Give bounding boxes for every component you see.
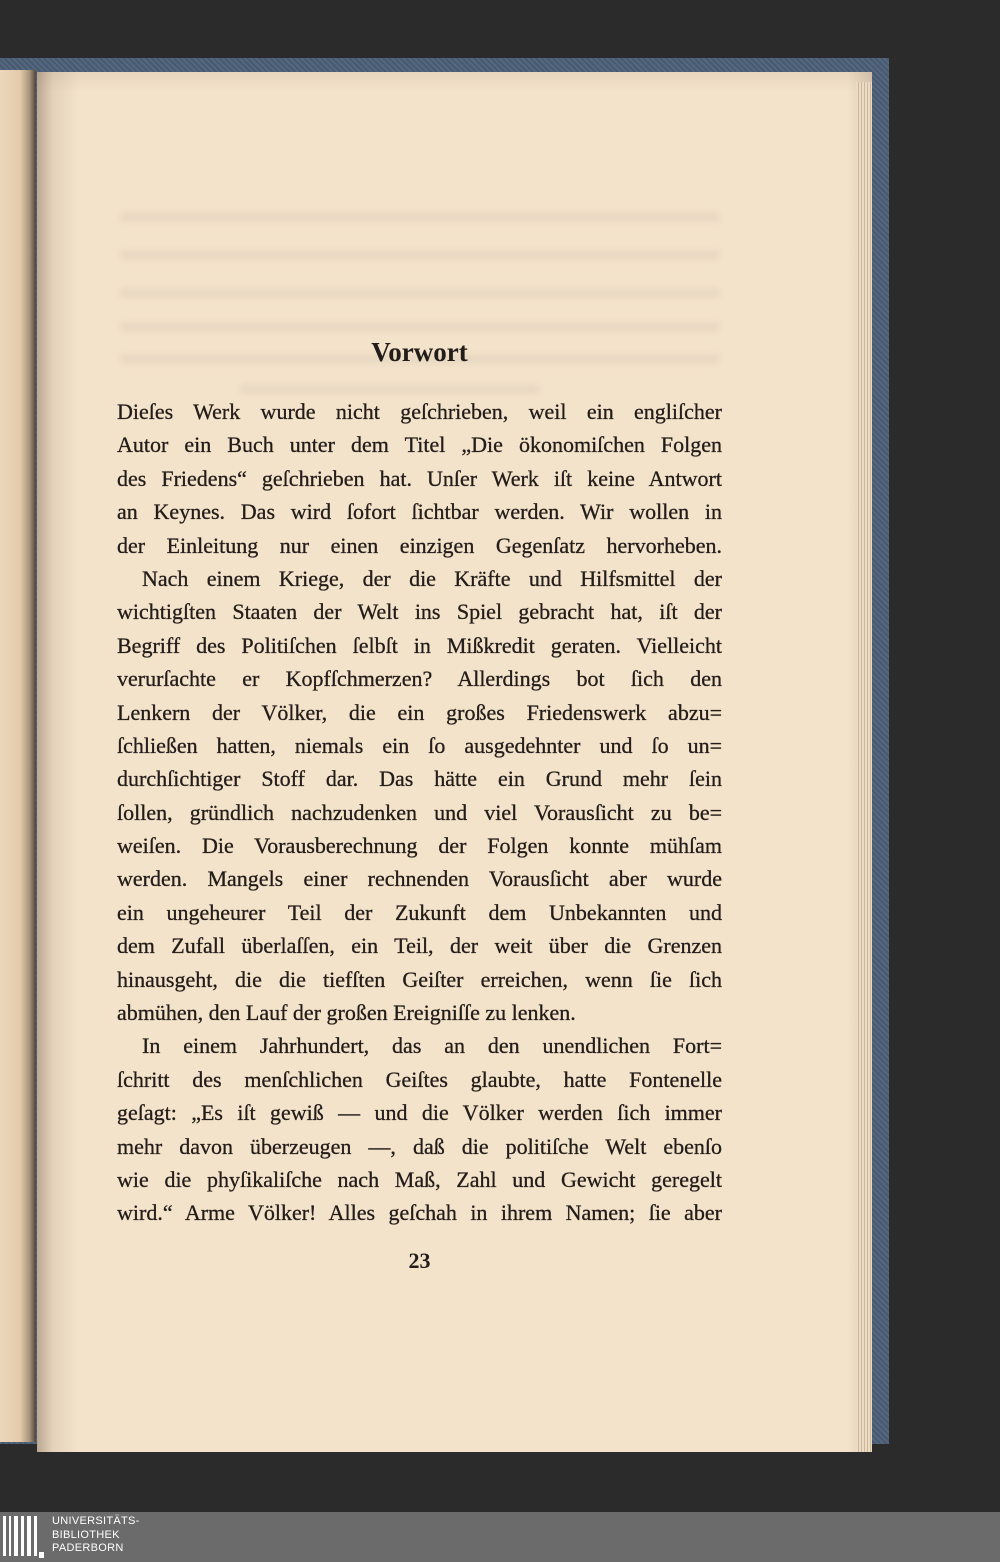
page-number: 23 [408, 1248, 431, 1273]
text-line: wie die phyſikaliſche nach Maß, Zahl und Gewicht geregelt [117, 1166, 722, 1192]
text-line: Nach einem Kriege, der die Kräfte und Hilfsmittel der [142, 565, 722, 591]
text-line: geſagt: „Es iſt gewiß — und die Völker werden ſich immer [117, 1100, 722, 1126]
library-barcode-logo-icon [3, 1516, 45, 1560]
text-line: der Einleitung nur einen einzigen Gegenſatz hervorheben. [117, 532, 722, 558]
library-name [52, 1515, 140, 1556]
text-line: an Keynes. Das wird ſofort ſichtbar werden. Wir wollen in [117, 499, 722, 525]
text-line: Autor ein Buch unter dem Titel „Die ökonomiſchen Folgen [117, 432, 722, 458]
library-footer [0, 1512, 1000, 1562]
text-line: verurſachte er Kopfſchmerzen? Allerdings bot ſich den [117, 666, 722, 692]
text-line: werden. Mangels einer rechnenden Vorausſicht aber wurde [117, 866, 722, 892]
page-stack-edge [856, 82, 872, 1452]
bleed-through-shadow [120, 322, 720, 332]
text-line: wird.“ Arme Völker! Alles geſchah in ihrem Namen; ſie aber [117, 1200, 722, 1226]
text-line: Begriff des Politiſchen ſelbſt in Mißkredit geraten. Vielleicht [117, 632, 722, 658]
text-line: wichtigſten Staaten der Welt ins Spiel gebracht hat, iſt der [117, 599, 722, 625]
library-name-line: UNIVERSITÄTS- [52, 1515, 140, 1527]
text-line: abmühen, den Lauf der großen Ereigniſſe zu lenken. [117, 1000, 576, 1026]
text-line: ein ungeheurer Teil der Zukunft dem Unbekannten und [117, 899, 722, 925]
text-line: Dieſes Werk wurde nicht geſchrieben, weil ein engliſcher [117, 399, 722, 424]
text-line: des Friedens“ geſchrieben hat. Unſer Werk iſt keine Antwort [117, 465, 722, 491]
text-line: ſollen, gründlich nachzudenken und viel Vorausſicht zu be= [117, 799, 722, 825]
bleed-through-shadow [240, 384, 540, 394]
bleed-through-shadow [120, 250, 720, 260]
section-heading: Vorwort [371, 337, 468, 367]
library-name-line: BIBLIOTHEK [52, 1528, 120, 1541]
text-line: In einem Jahrhundert, das an den unendlichen Fort= [142, 1033, 722, 1059]
bleed-through-shadow [120, 212, 720, 222]
body-text [117, 395, 722, 1230]
text-line: hinausgeht, die die tiefſten Geiſter erreichen, wenn ſie ſich [117, 966, 722, 992]
text-line: weiſen. Die Vorausberechnung der Folgen konnte mühſam [117, 833, 722, 859]
text-line: Lenkern der Völker, die ein großes Friedenswerk abzu= [117, 699, 722, 725]
library-name-line: PADERBORN [52, 1542, 124, 1554]
text-line: ſchritt des menſchlichen Geiſtes glaubte, hatte Fontenelle [117, 1066, 722, 1092]
text-line: durchſichtiger Stoff dar. Das hätte ein Grund mehr ſein [117, 766, 722, 792]
text-line: mehr davon überzeugen —, daß die politiſche Welt ebenſo [117, 1133, 722, 1159]
text-line: dem Zufall überlaſſen, ein Teil, der weit über die Grenzen [117, 933, 722, 959]
left-page-edge [0, 70, 36, 1442]
bleed-through-shadow [120, 288, 720, 298]
text-line: ſchließen hatten, niemals ein ſo ausgedehnter und ſo un= [117, 732, 722, 758]
